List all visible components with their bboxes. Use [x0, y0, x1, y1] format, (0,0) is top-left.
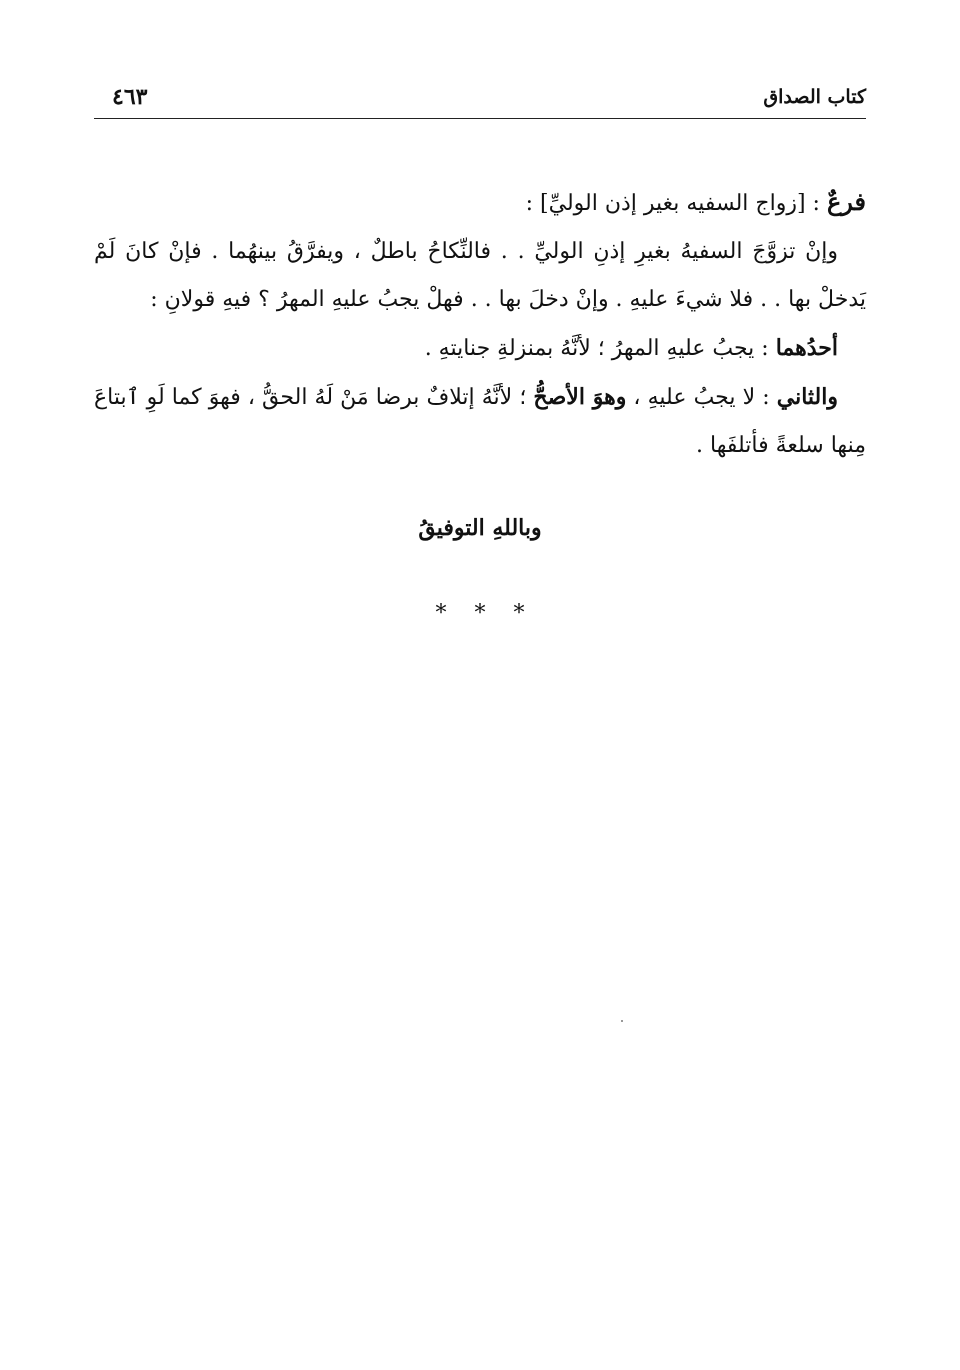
page-body — [94, 178, 866, 638]
page-number: ٤٦٣ — [112, 84, 148, 110]
second-opinion-text-a: : لا يجبُ عليهِ ، — [626, 385, 777, 410]
paragraph-second-opinion — [94, 373, 866, 470]
branch-label: فرعٌ — [826, 187, 866, 216]
book-title: كتاب الصداق — [763, 86, 866, 108]
page-header — [94, 78, 866, 119]
paragraph-main: وإنْ تزوَّجَ السفيهُ بغيرِ إذنِ الوليِّ . . فالنِّكاحُ باطلٌ ، ويفرَّقُ بينهُما . فإنْ كانَ لَمْ يَدخلْ بها . . فلا شيءَ عليهِ . وإنْ دخلَ بها . . فهلْ يجبُ عليهِ المهرُ ؟ فيهِ قولانِ : — [94, 239, 866, 312]
section-separator: *** — [435, 601, 553, 626]
second-opinion-emphasis: وهوَ الأصحُّ — [533, 384, 627, 410]
scan-speck — [621, 1020, 623, 1022]
branch-title: : [زواج السفيه بغير إذن الوليِّ] : — [525, 191, 827, 216]
first-opinion-text: : يجبُ عليهِ المهرُ ؛ لأنَّهُ بمنزلةِ جنايتهِ . — [424, 336, 776, 361]
second-opinion-text-b: ؛ لأنَّهُ إتلافٌ برضا مَنْ لَهُ الحقُّ ، فهوَ كما لَوِ ٱبتاعَ مِنها سلعةً فأتلفَها . — [94, 385, 866, 458]
first-opinion-label: أحدُهما — [775, 335, 838, 361]
closing-phrase: وباللهِ التوفيقُ — [418, 515, 542, 541]
paragraph-first-opinion — [94, 324, 866, 373]
branch-heading — [94, 178, 866, 228]
second-opinion-label: والثاني — [776, 384, 838, 410]
